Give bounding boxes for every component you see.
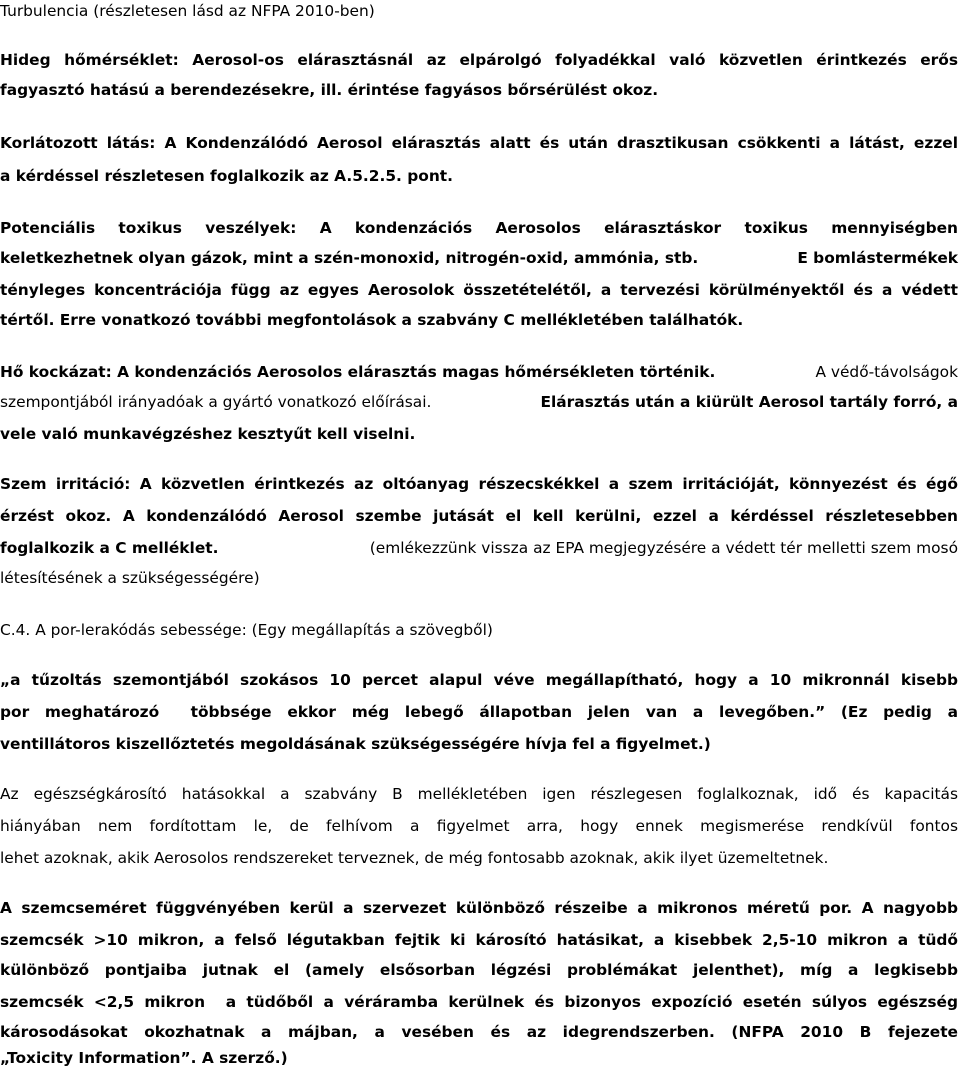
paragraph-particle-size-line: szemcsék >10 mikron, a felső légutakban fejtik ki károsító hatásikat, a kisebbek 2,5-10 mikron a tüdő [0, 931, 958, 949]
paragraph-health-effects-line: hiányában nem fordítottam le, de felhívom a figyelmet arra, hogy ennek megismerése rendkívül fontos [0, 817, 958, 835]
paragraph-toxic-hazards-line [0, 247, 958, 269]
paragraph-eye-irritation-line: Szem irritáció: A közvetlen érintkezés az oltóanyag részecskékkel a szem irritációját, könnyezést és égő [0, 475, 958, 493]
paragraph-limited-visibility-line: Korlátozott látás: A Kondenzálódó Aerosol elárasztás alatt és után drasztikusan csökkenti a látást, ezzel [0, 134, 958, 152]
eye-irritation-epa-text: (emlékezzünk vissza az EPA megjegyzésére a védett tér melletti szem mosó [369, 539, 958, 557]
paragraph-heat-risk-line [0, 361, 958, 383]
paragraph-health-effects-line: lehet azoknak, akik Aerosolos rendszereket terveznek, de még fontosabb azoknak, akik ilyet üzemeltetnek. [0, 849, 829, 867]
paragraph-cold-temperature-line: Hideg hőmérséklet: Aerosol-os elárasztásnál az elpárolgó folyadékkal való közvetlen érintkezés erős [0, 51, 958, 69]
paragraph-eye-irritation-line [0, 537, 958, 559]
paragraph-cold-temperature-line: fagyasztó hatású a berendezésekre, ill. érintése fagyásos bőrsérülést okoz. [0, 81, 659, 99]
heat-risk-container-text: Elárasztás után a kiürült Aerosol tartály forró, a [540, 393, 958, 411]
paragraph-particle-size-line: károsodásokat okozhatnak a májban, a vesében és az idegrendszerben. (NFPA 2010 B fejezete [0, 1023, 958, 1041]
paragraph-dust-quote-line: ventillátoros kiszellőztetés megoldásának szükségességére hívja fel a figyelmet.) [0, 735, 711, 753]
paragraph-dust-quote-line: por meghatározó többsége ekkor még lebegő állapotban jelen van a levegőben.” (Ez pedig a [0, 703, 958, 721]
paragraph-particle-size-line: „Toxicity Information”. A szerző.) [0, 1049, 288, 1067]
paragraph-heat-risk-line [0, 391, 958, 413]
paragraph-eye-irritation-line: létesítésének a szükségességére) [0, 569, 260, 587]
paragraph-dust-quote-line: „a tűzoltás szemontjából szokásos 10 percet alapul véve megállapítható, hogy a 10 mikronnál kisebb [0, 671, 958, 689]
heat-risk-bold-text: Hő kockázat: A kondenzációs Aerosolos elárasztás magas hőmérsékleten történik. [0, 363, 716, 381]
paragraph-particle-size-line: szemcsék <2,5 mikron a tüdőből a véráramba kerülnek és bizonyos expozíció esetén súlyos egészség [0, 993, 958, 1011]
decomposition-products-text: E bomlástermékek [797, 249, 958, 267]
paragraph-health-effects-line: Az egészségkárosító hatásokkal a szabvány B mellékletében igen részlegesen foglalkoznak, idő és kapacitás [0, 785, 958, 803]
paragraph-toxic-hazards-line: Potenciális toxikus veszélyek: A kondenzációs Aerosolos elárasztáskor toxikus mennyiségben [0, 219, 958, 237]
paragraph-toxic-hazards-line: tértől. Erre vonatkozó további megfontolások a szabvány C mellékletében találhatók. [0, 311, 744, 329]
heat-risk-manufacturer-text: szempontjából irányadóak a gyártó vonatkozó előírásai. [0, 393, 432, 411]
eye-irritation-annex-text: foglalkozik a C melléklet. [0, 539, 219, 557]
heat-risk-distance-text: A védő-távolságok [815, 363, 958, 381]
paragraph-eye-irritation-line: érzést okoz. A kondenzálódó Aerosol szembe jutását el kell kerülni, ezzel a kérdéssel részletesebben [0, 507, 958, 525]
paragraph-heat-risk-line: vele való munkavégzéshez kesztyűt kell viselni. [0, 425, 416, 443]
paragraph-limited-visibility-line: a kérdéssel részletesen foglalkozik az A.5.2.5. pont. [0, 167, 453, 185]
section-c4-heading: C.4. A por-lerakódás sebessége: (Egy megállapítás a szövegből) [0, 621, 493, 639]
paragraph-particle-size-line: különböző pontjaiba jutnak el (amely elsősorban légzési problémákat jelenthet), míg a legkisebb [0, 961, 958, 979]
paragraph-particle-size-line: A szemcseméret függvényében kerül a szervezet különböző részeibe a mikronos méretű por. A nagyobb [0, 899, 958, 917]
paragraph-toxic-hazards-line: tényleges koncentrációja függ az egyes Aerosolok összetételétől, a tervezési körülményektől és a védett [0, 281, 958, 299]
toxic-hazards-text: keletkezhetnek olyan gázok, mint a szén-monoxid, nitrogén-oxid, ammónia, stb. [0, 249, 699, 267]
document-heading: Turbulencia (részletesen lásd az NFPA 2010-ben) [0, 2, 375, 20]
